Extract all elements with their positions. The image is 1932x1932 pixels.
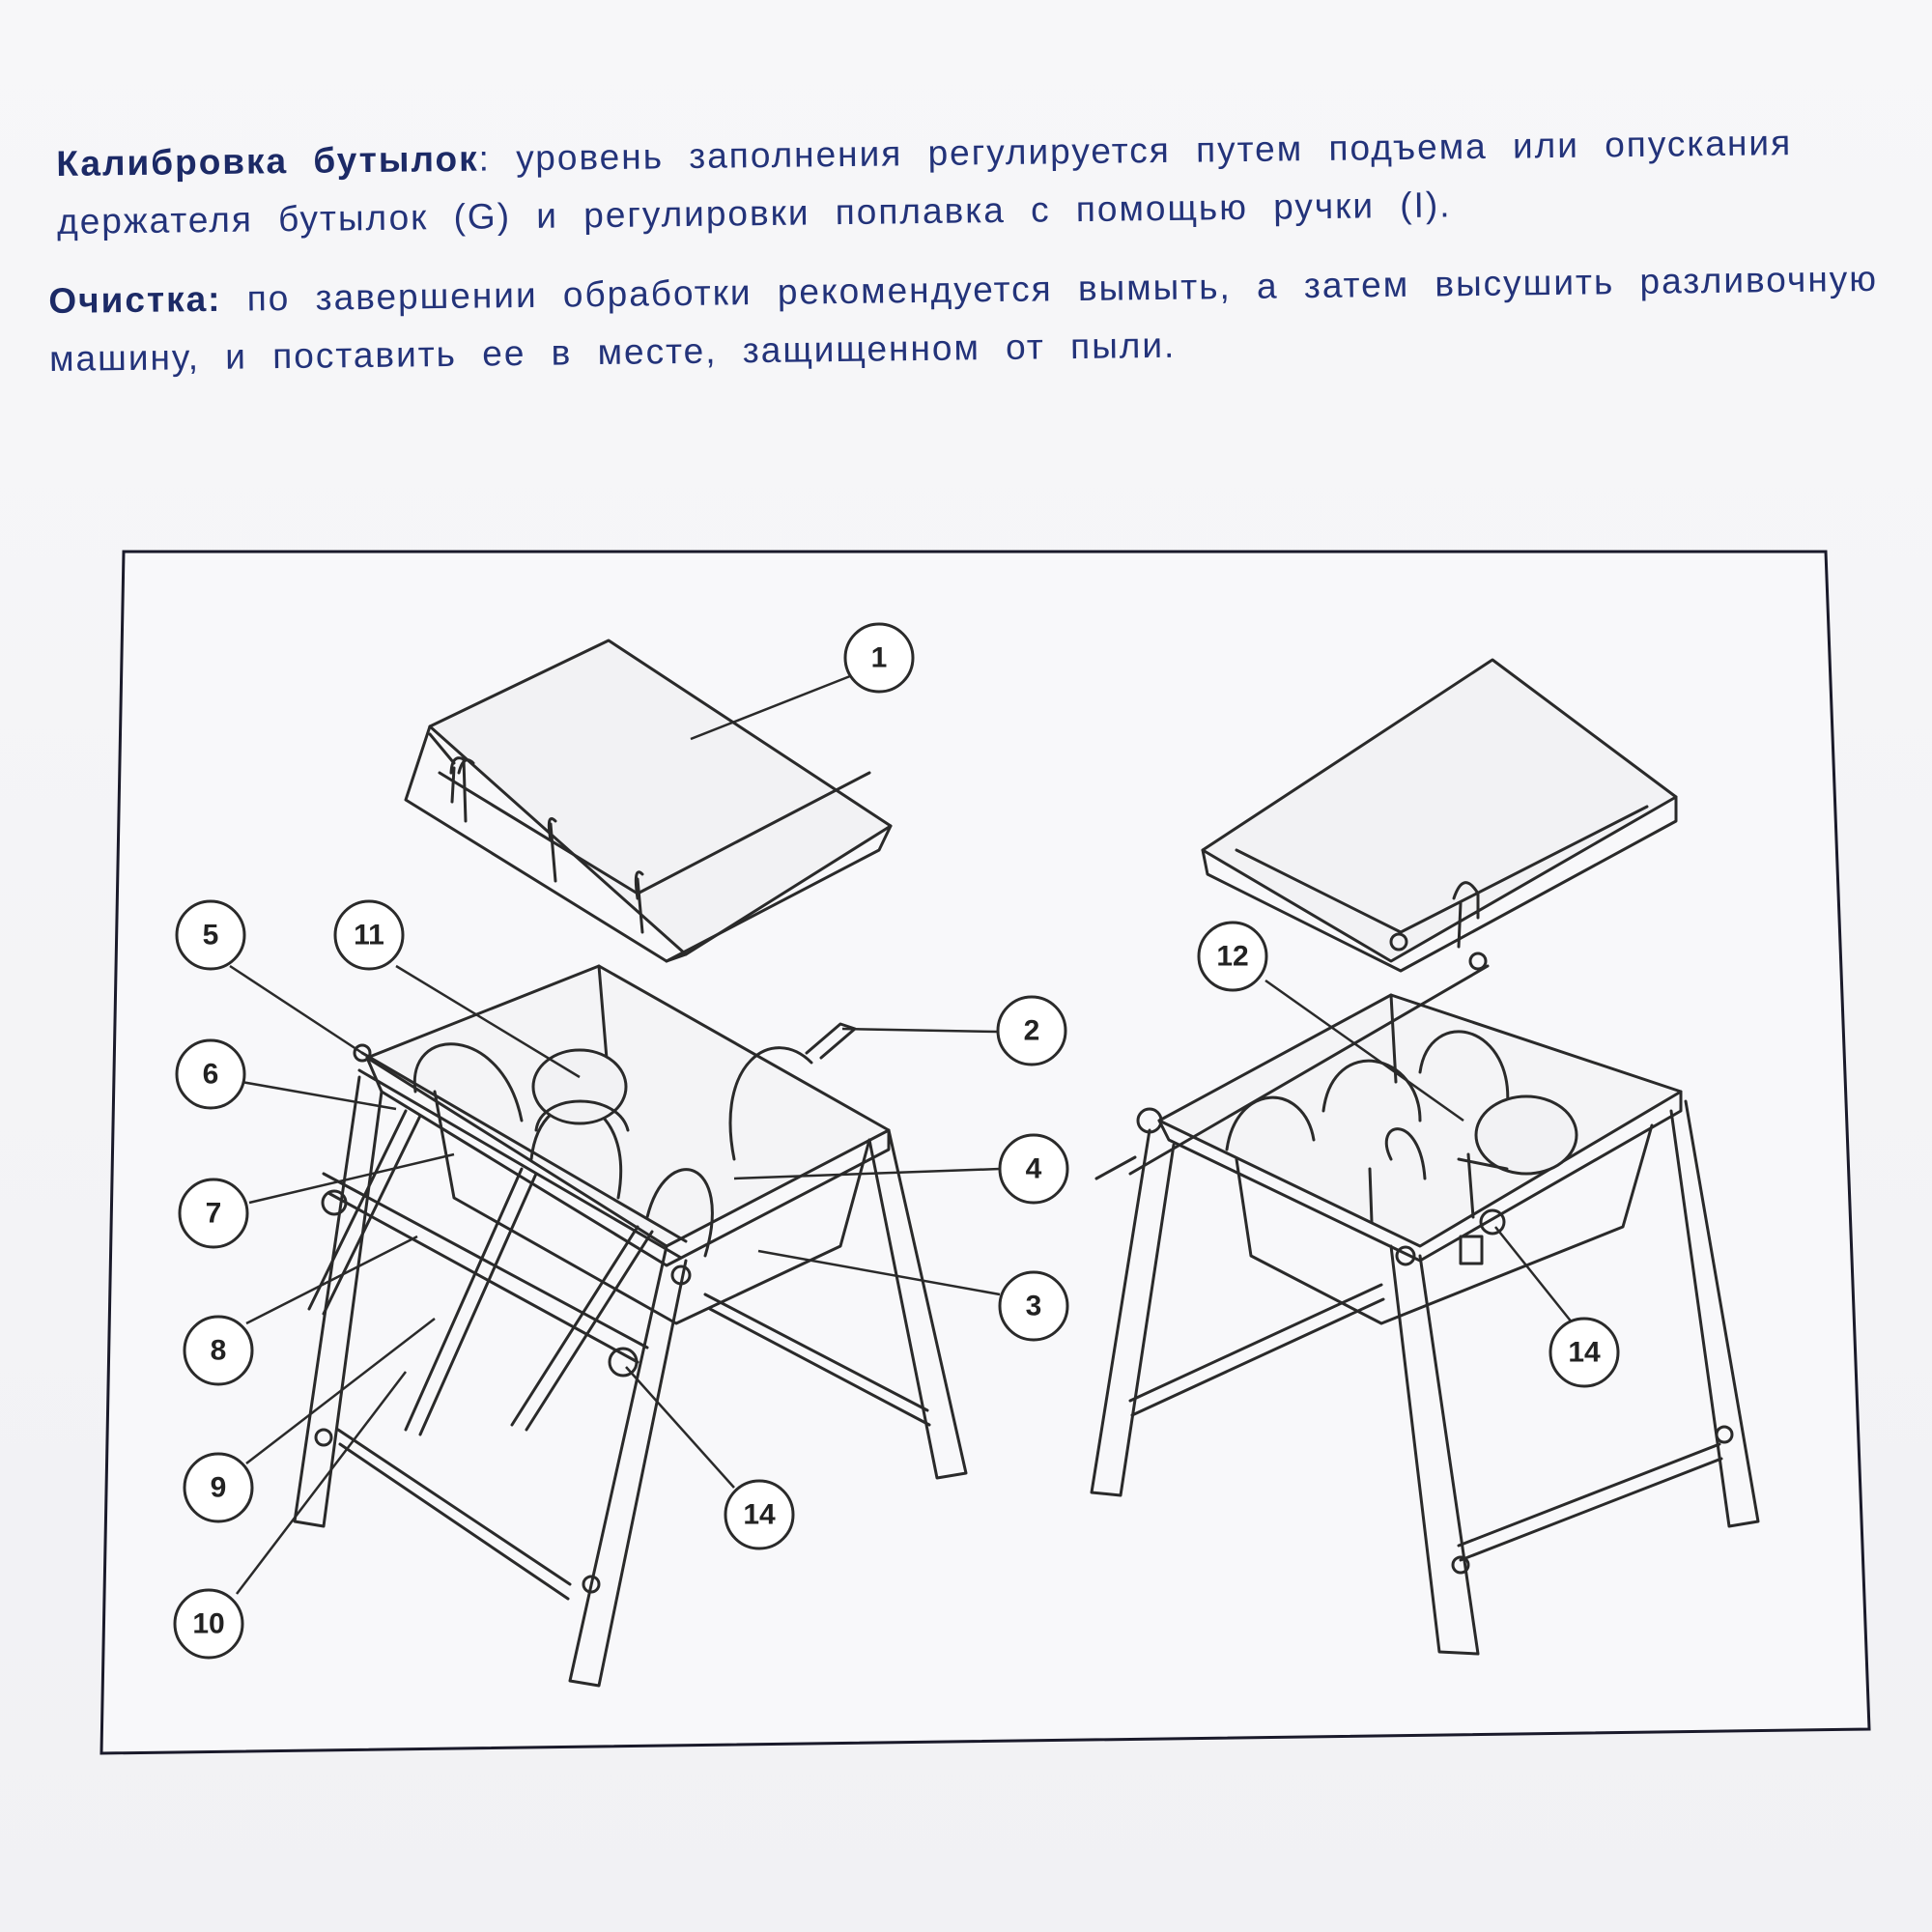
callout-label: 14 [1568, 1336, 1601, 1369]
callout-label: 3 [1025, 1290, 1042, 1322]
callout-label: 9 [210, 1471, 227, 1504]
paragraph-body: уровень заполнения регулируется путем подъема или опускания держателя бутылок (G) и регулировки поплавка с помощью ручки (I). [56, 123, 1793, 242]
callout-label: 7 [205, 1197, 222, 1230]
title-separator: : [478, 138, 492, 179]
callout-label: 11 [354, 919, 384, 952]
callout-label: 6 [202, 1058, 219, 1091]
callout-label: 14 [743, 1498, 776, 1531]
callout-label: 2 [1023, 1014, 1040, 1047]
callout-label: 1 [870, 641, 888, 674]
paragraph-body: по завершении обработки рекомендуется вымыть, а затем высушить разливочную машину, и поставить ее в месте, защищенном от пыли. [48, 258, 1879, 379]
callout-label: 4 [1025, 1152, 1042, 1185]
callout-label: 12 [1216, 940, 1249, 973]
figure-frame [101, 552, 1869, 1753]
paragraph-title: Очистка: [48, 278, 222, 321]
callout-label: 10 [192, 1607, 225, 1640]
callout-label: 5 [202, 919, 219, 952]
paragraph-title: Калибровка бутылок [56, 138, 479, 184]
callout-label: 8 [210, 1334, 227, 1367]
